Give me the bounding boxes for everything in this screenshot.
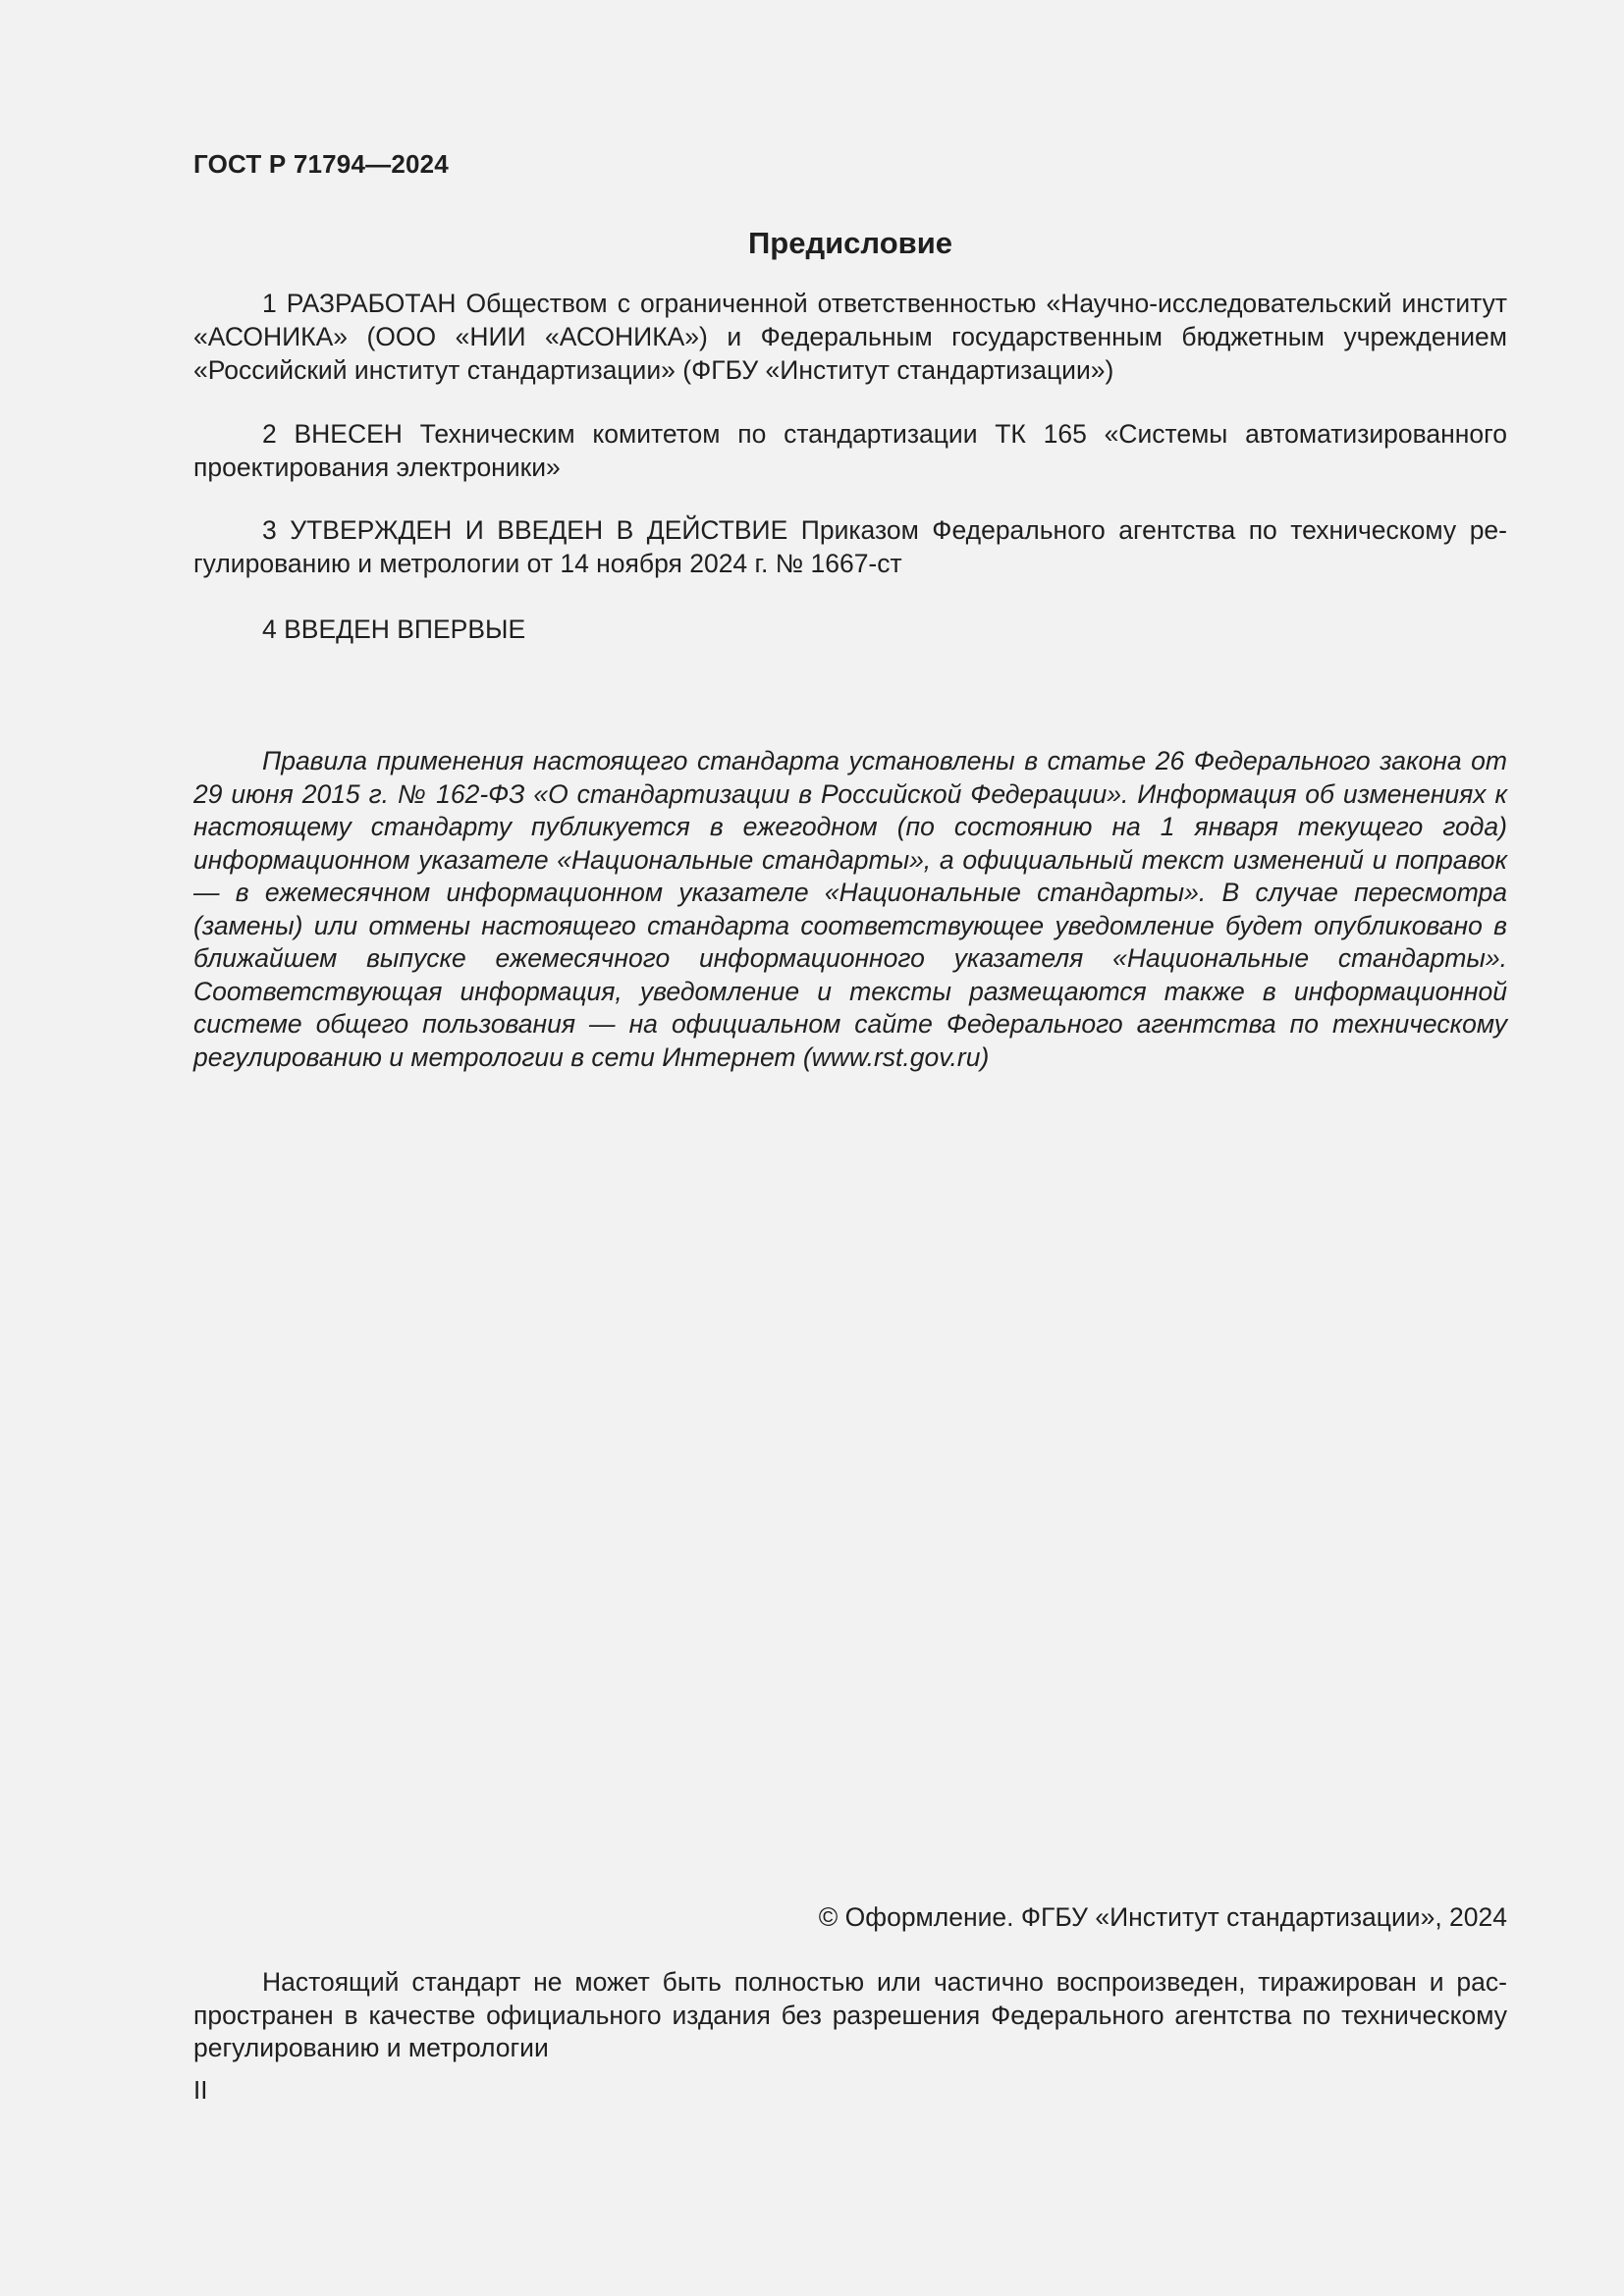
preface-item-approved: 3 УТВЕРЖДЕН И ВВЕДЕН В ДЕЙСТВИЕ Приказом Федерального агентства по техническому регулированию и метрологии от 14 ноября 2024 г. № 1667-ст bbox=[193, 515, 1507, 578]
application-rules-note: Правила применения настоящего стандарта установлены в статье 26 Федерального закона от 29 июня 2015 г. № 162-ФЗ «О стандартизации в Российской Федерации». Информация об изменениях к настоящему стандарту публикуется в ежегодном (по состоянию на 1 января текущего года) информационном указателе «Национальные стандарты», а официальный текст изменений и поправок — в ежемесячном информационном указателе «Национальные стандарты». В случае пересмотра (замены) или отмены настоящего стандарта соответствующее уведомление будет опубликовано в ближайшем выпуске ежемесячного информационного указателя «Национальные стандарты». Соответствующая информация, уведомление и тексты размещаются также в информационной системе общего пользования — на официальном сайте Федерального агентства по техническому регулированию и метрологии в сети Интернет (www.rst.gov.ru) bbox=[193, 746, 1507, 1072]
document-page bbox=[193, 0, 1507, 2296]
copyright-line: © Оформление. ФГБУ «Институт стандартизации», 2024 bbox=[818, 1902, 1507, 1932]
reproduction-notice: Настоящий стандарт не может быть полностью или частично воспроизведен, тиражирован и распространен в качестве официального издания без разрешения Федерального агентства по техническому регулированию и метрологии bbox=[193, 1967, 1507, 2062]
document-code: ГОСТ Р 71794—2024 bbox=[193, 149, 449, 179]
preface-item-submitted: 2 ВНЕСЕН Техническим комитетом по стандартизации ТК 165 «Системы автоматизированного проектирования электроники» bbox=[193, 419, 1507, 482]
page-number: II bbox=[193, 2075, 208, 2105]
preface-item-developed: 1 РАЗРАБОТАН Обществом с ограниченной ответственностью «Научно-исследовательский институт «АСОНИКА» (ООО «НИИ «АСОНИКА») и Федеральным государственным бюджетным учреждением «Российский институт стандартизации» (ФГБУ «Институт стандартизации») bbox=[193, 289, 1507, 385]
preface-item-introduced: 4 ВВЕДЕН ВПЕРВЫЕ bbox=[262, 614, 526, 644]
section-title: Предисловие bbox=[747, 226, 952, 260]
